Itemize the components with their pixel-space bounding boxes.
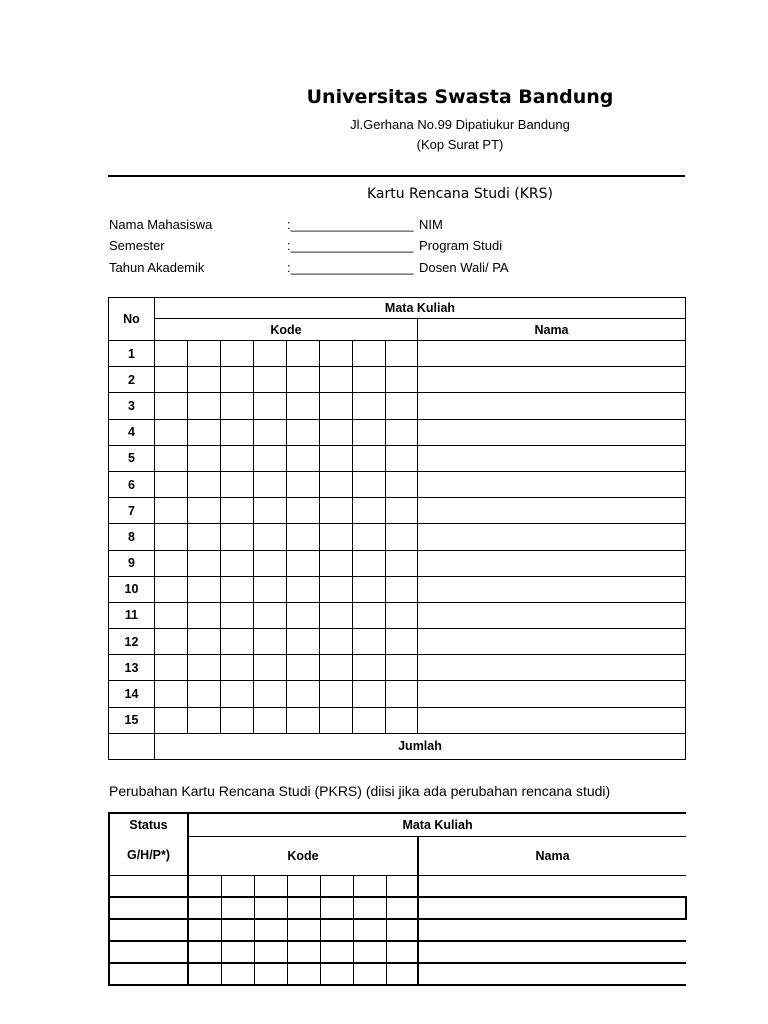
kode-cell[interactable]	[155, 471, 188, 497]
kode-cell[interactable]	[155, 681, 188, 707]
kode-cell[interactable]	[188, 367, 221, 393]
kode-cell[interactable]	[386, 367, 418, 393]
krs-table	[108, 297, 686, 760]
kode-cell[interactable]	[320, 550, 353, 576]
row-number: 8	[109, 524, 155, 550]
label-semester: Semester	[109, 238, 165, 253]
row-number: 11	[109, 602, 155, 628]
kode-cell[interactable]	[188, 498, 221, 524]
label-program-studi: Program Studi	[419, 238, 503, 253]
kode-cell[interactable]	[287, 498, 320, 524]
kode-cell[interactable]	[353, 897, 386, 919]
kode-cell[interactable]	[221, 897, 254, 919]
kode-cell[interactable]	[155, 550, 188, 576]
kode-cell[interactable]	[188, 629, 221, 655]
kode-cell[interactable]	[386, 963, 418, 985]
kode-cell[interactable]	[221, 655, 254, 681]
row-number: 14	[109, 681, 155, 707]
kode-cell[interactable]	[386, 524, 418, 550]
kode-cell[interactable]	[155, 445, 188, 471]
kode-cell[interactable]	[188, 963, 221, 985]
krs-row	[109, 471, 686, 497]
kode-cell[interactable]	[188, 393, 221, 419]
kode-cell[interactable]	[287, 524, 320, 550]
pkrs-title: Perubahan Kartu Rencana Studi (PKRS) (diisi jika ada perubahan rencana studi)	[109, 783, 611, 799]
kode-cell[interactable]	[386, 897, 418, 919]
nama-cell[interactable]	[418, 393, 686, 419]
kode-cell[interactable]	[155, 341, 188, 367]
kode-cell[interactable]	[188, 341, 221, 367]
kode-cell[interactable]	[353, 550, 386, 576]
kode-cell[interactable]	[320, 498, 353, 524]
row-number: 1	[109, 341, 155, 367]
pkrs-rows	[109, 875, 686, 985]
kode-cell[interactable]	[320, 681, 353, 707]
kode-cell[interactable]	[386, 445, 418, 471]
kode-cell[interactable]	[188, 419, 221, 445]
nama-cell[interactable]	[418, 919, 686, 941]
kode-cell[interactable]	[353, 498, 386, 524]
kode-cell[interactable]	[221, 341, 254, 367]
kode-cell[interactable]	[353, 602, 386, 628]
university-address: Jl.Gerhana No.99 Dipatiukur Bandung	[350, 117, 570, 132]
nama-cell[interactable]	[418, 941, 686, 963]
header-kode: Kode	[155, 319, 418, 341]
kode-cell[interactable]	[221, 629, 254, 655]
kode-cell[interactable]	[386, 941, 418, 963]
krs-row	[109, 550, 686, 576]
nama-cell[interactable]	[418, 602, 686, 628]
kode-cell[interactable]	[254, 341, 287, 367]
kode-cell[interactable]	[320, 419, 353, 445]
kode-cell[interactable]	[221, 367, 254, 393]
kode-cell[interactable]	[320, 524, 353, 550]
pkrs-row	[109, 941, 686, 963]
kode-cell[interactable]	[353, 919, 386, 941]
kode-cell[interactable]	[254, 875, 287, 897]
kode-cell[interactable]	[221, 550, 254, 576]
kode-cell[interactable]	[353, 576, 386, 602]
kode-cell[interactable]	[287, 875, 320, 897]
kode-cell[interactable]	[188, 550, 221, 576]
kode-cell[interactable]	[221, 875, 254, 897]
kode-cell[interactable]	[221, 602, 254, 628]
kode-cell[interactable]	[287, 629, 320, 655]
kode-cell[interactable]	[287, 393, 320, 419]
kode-cell[interactable]	[320, 875, 353, 897]
nama-cell[interactable]	[418, 707, 686, 733]
kode-cell[interactable]	[386, 393, 418, 419]
kode-cell[interactable]	[386, 498, 418, 524]
header-pkrs-kode: Kode	[188, 836, 418, 875]
kode-cell[interactable]	[188, 875, 221, 897]
kode-cell[interactable]	[254, 941, 287, 963]
kode-cell[interactable]	[155, 419, 188, 445]
kode-cell[interactable]	[320, 963, 353, 985]
kode-cell[interactable]	[254, 963, 287, 985]
kode-cell[interactable]	[386, 419, 418, 445]
kode-cell[interactable]	[287, 367, 320, 393]
label-nama-mahasiswa: Nama Mahasiswa	[109, 217, 213, 232]
kode-cell[interactable]	[320, 367, 353, 393]
krs-row	[109, 629, 686, 655]
krs-row	[109, 524, 686, 550]
kode-cell[interactable]	[221, 419, 254, 445]
krs-row	[109, 445, 686, 471]
nama-cell[interactable]	[418, 897, 686, 919]
kode-cell[interactable]	[287, 681, 320, 707]
kode-cell[interactable]	[320, 629, 353, 655]
krs-row	[109, 602, 686, 628]
kode-cell[interactable]	[320, 602, 353, 628]
kode-cell[interactable]	[320, 941, 353, 963]
status-cell[interactable]	[109, 963, 188, 985]
kode-cell[interactable]	[188, 707, 221, 733]
kode-cell[interactable]	[254, 445, 287, 471]
kode-cell[interactable]	[221, 681, 254, 707]
label-dosen-wali: Dosen Wali/ PA	[419, 260, 509, 275]
blank-nama-mahasiswa: :_________________	[287, 217, 414, 232]
kode-cell[interactable]	[221, 498, 254, 524]
kode-cell[interactable]	[155, 498, 188, 524]
kode-cell[interactable]	[188, 655, 221, 681]
kode-cell[interactable]	[320, 445, 353, 471]
kode-cell[interactable]	[221, 963, 254, 985]
row-number: 6	[109, 471, 155, 497]
kode-cell[interactable]	[386, 341, 418, 367]
kode-cell[interactable]	[320, 655, 353, 681]
kode-cell[interactable]	[254, 897, 287, 919]
kode-cell[interactable]	[386, 655, 418, 681]
kode-cell[interactable]	[353, 629, 386, 655]
kode-cell[interactable]	[287, 919, 320, 941]
kode-cell[interactable]	[287, 471, 320, 497]
row-number: 9	[109, 550, 155, 576]
kode-cell[interactable]	[155, 576, 188, 602]
krs-rows	[109, 341, 686, 734]
kode-cell[interactable]	[353, 707, 386, 733]
kode-cell[interactable]	[254, 707, 287, 733]
total-label: Jumlah	[155, 733, 686, 759]
kode-cell[interactable]	[353, 341, 386, 367]
kode-cell[interactable]	[287, 897, 320, 919]
header-divider	[108, 175, 685, 177]
status-cell[interactable]	[109, 941, 188, 963]
kode-cell[interactable]	[254, 681, 287, 707]
krs-row	[109, 393, 686, 419]
kode-cell[interactable]	[155, 707, 188, 733]
kode-cell[interactable]	[254, 393, 287, 419]
kode-cell[interactable]	[221, 393, 254, 419]
kode-cell[interactable]	[155, 367, 188, 393]
kode-cell[interactable]	[320, 471, 353, 497]
kode-cell[interactable]	[221, 471, 254, 497]
university-name: Universitas Swasta Bandung	[306, 86, 614, 108]
nama-cell[interactable]	[418, 367, 686, 393]
nama-cell[interactable]	[418, 629, 686, 655]
krs-row	[109, 367, 686, 393]
kode-cell[interactable]	[221, 919, 254, 941]
kode-cell[interactable]	[320, 897, 353, 919]
kode-cell[interactable]	[386, 602, 418, 628]
nama-cell[interactable]	[418, 963, 686, 985]
row-number: 2	[109, 367, 155, 393]
row-number: 12	[109, 629, 155, 655]
kode-cell[interactable]	[188, 941, 221, 963]
kode-cell[interactable]	[254, 471, 287, 497]
kode-cell[interactable]	[155, 602, 188, 628]
kode-cell[interactable]	[353, 445, 386, 471]
kode-cell[interactable]	[188, 524, 221, 550]
kode-cell[interactable]	[353, 655, 386, 681]
nama-cell[interactable]	[418, 471, 686, 497]
kode-cell[interactable]	[254, 498, 287, 524]
pkrs-row	[109, 875, 686, 897]
kode-cell[interactable]	[254, 655, 287, 681]
krs-row	[109, 707, 686, 733]
krs-row	[109, 419, 686, 445]
kode-cell[interactable]	[254, 629, 287, 655]
kode-cell[interactable]	[287, 576, 320, 602]
kode-cell[interactable]	[254, 550, 287, 576]
kode-cell[interactable]	[386, 576, 418, 602]
nama-cell[interactable]	[418, 419, 686, 445]
krs-row	[109, 341, 686, 367]
kode-cell[interactable]	[155, 655, 188, 681]
kode-cell[interactable]	[287, 963, 320, 985]
kode-cell[interactable]	[353, 681, 386, 707]
kode-cell[interactable]	[221, 576, 254, 602]
pkrs-row	[109, 919, 686, 941]
kode-cell[interactable]	[155, 393, 188, 419]
kode-cell[interactable]	[353, 963, 386, 985]
kode-cell[interactable]	[353, 419, 386, 445]
row-number: 13	[109, 655, 155, 681]
kode-cell[interactable]	[320, 707, 353, 733]
krs-row	[109, 576, 686, 602]
kode-cell[interactable]	[353, 524, 386, 550]
row-number: 4	[109, 419, 155, 445]
kode-cell[interactable]	[188, 681, 221, 707]
kode-cell[interactable]	[353, 367, 386, 393]
kode-cell[interactable]	[221, 707, 254, 733]
kode-cell[interactable]	[287, 707, 320, 733]
kode-cell[interactable]	[287, 655, 320, 681]
row-number: 15	[109, 707, 155, 733]
kode-cell[interactable]	[254, 367, 287, 393]
nama-cell[interactable]	[418, 681, 686, 707]
status-cell[interactable]	[109, 919, 188, 941]
kode-cell[interactable]	[353, 875, 386, 897]
header-no: No	[109, 298, 155, 341]
kode-cell[interactable]	[254, 576, 287, 602]
kode-cell[interactable]	[188, 919, 221, 941]
pkrs-row	[109, 897, 686, 919]
header-pkrs-mata-kuliah: Mata Kuliah	[188, 813, 686, 836]
nama-cell[interactable]	[418, 550, 686, 576]
kode-cell[interactable]	[320, 341, 353, 367]
kode-cell[interactable]	[353, 941, 386, 963]
blank-tahun-akademik: :_________________	[287, 260, 414, 275]
krs-row	[109, 681, 686, 707]
kode-cell[interactable]	[353, 393, 386, 419]
kode-cell[interactable]	[353, 471, 386, 497]
kode-cell[interactable]	[188, 576, 221, 602]
kode-cell[interactable]	[254, 602, 287, 628]
row-number: 3	[109, 393, 155, 419]
kode-cell[interactable]	[320, 393, 353, 419]
header-status: Status	[109, 813, 188, 836]
kode-cell[interactable]	[221, 524, 254, 550]
kode-cell[interactable]	[386, 550, 418, 576]
header-pkrs-nama: Nama	[418, 836, 686, 875]
kode-cell[interactable]	[287, 550, 320, 576]
kode-cell[interactable]	[287, 602, 320, 628]
nama-cell[interactable]	[418, 498, 686, 524]
nama-cell[interactable]	[418, 576, 686, 602]
total-blank-cell	[109, 733, 155, 759]
status-cell[interactable]	[109, 897, 188, 919]
krs-row	[109, 655, 686, 681]
kode-cell[interactable]	[155, 524, 188, 550]
header-mata-kuliah: Mata Kuliah	[155, 298, 686, 319]
blank-semester: :_________________	[287, 238, 414, 253]
kode-cell[interactable]	[386, 875, 418, 897]
kode-cell[interactable]	[188, 602, 221, 628]
kode-cell[interactable]	[320, 919, 353, 941]
kode-cell[interactable]	[155, 629, 188, 655]
pkrs-row	[109, 963, 686, 985]
header-status-sub: G/H/P*)	[109, 836, 188, 875]
nama-cell[interactable]	[418, 341, 686, 367]
kode-cell[interactable]	[287, 341, 320, 367]
kode-cell[interactable]	[221, 445, 254, 471]
kode-cell[interactable]	[386, 919, 418, 941]
kode-cell[interactable]	[188, 471, 221, 497]
label-nim: NIM	[419, 217, 443, 232]
kode-cell[interactable]	[254, 919, 287, 941]
kode-cell[interactable]	[287, 941, 320, 963]
row-number: 10	[109, 576, 155, 602]
nama-cell[interactable]	[418, 655, 686, 681]
kode-cell[interactable]	[320, 576, 353, 602]
kode-cell[interactable]	[188, 897, 221, 919]
kode-cell[interactable]	[254, 524, 287, 550]
status-cell[interactable]	[109, 875, 188, 897]
header-nama: Nama	[418, 319, 686, 341]
pkrs-table	[108, 812, 687, 986]
label-tahun-akademik: Tahun Akademik	[109, 260, 205, 275]
kode-cell[interactable]	[188, 445, 221, 471]
kode-cell[interactable]	[287, 419, 320, 445]
kode-cell[interactable]	[254, 419, 287, 445]
kode-cell[interactable]	[386, 707, 418, 733]
nama-cell[interactable]	[418, 445, 686, 471]
krs-row	[109, 498, 686, 524]
kode-cell[interactable]	[386, 471, 418, 497]
row-number: 7	[109, 498, 155, 524]
kode-cell[interactable]	[386, 629, 418, 655]
krs-title: Kartu Rencana Studi (KRS)	[366, 186, 554, 202]
kode-cell[interactable]	[221, 941, 254, 963]
nama-cell[interactable]	[418, 875, 686, 897]
row-number: 5	[109, 445, 155, 471]
nama-cell[interactable]	[418, 524, 686, 550]
kode-cell[interactable]	[287, 445, 320, 471]
letterhead-note: (Kop Surat PT)	[416, 137, 504, 152]
kode-cell[interactable]	[386, 681, 418, 707]
